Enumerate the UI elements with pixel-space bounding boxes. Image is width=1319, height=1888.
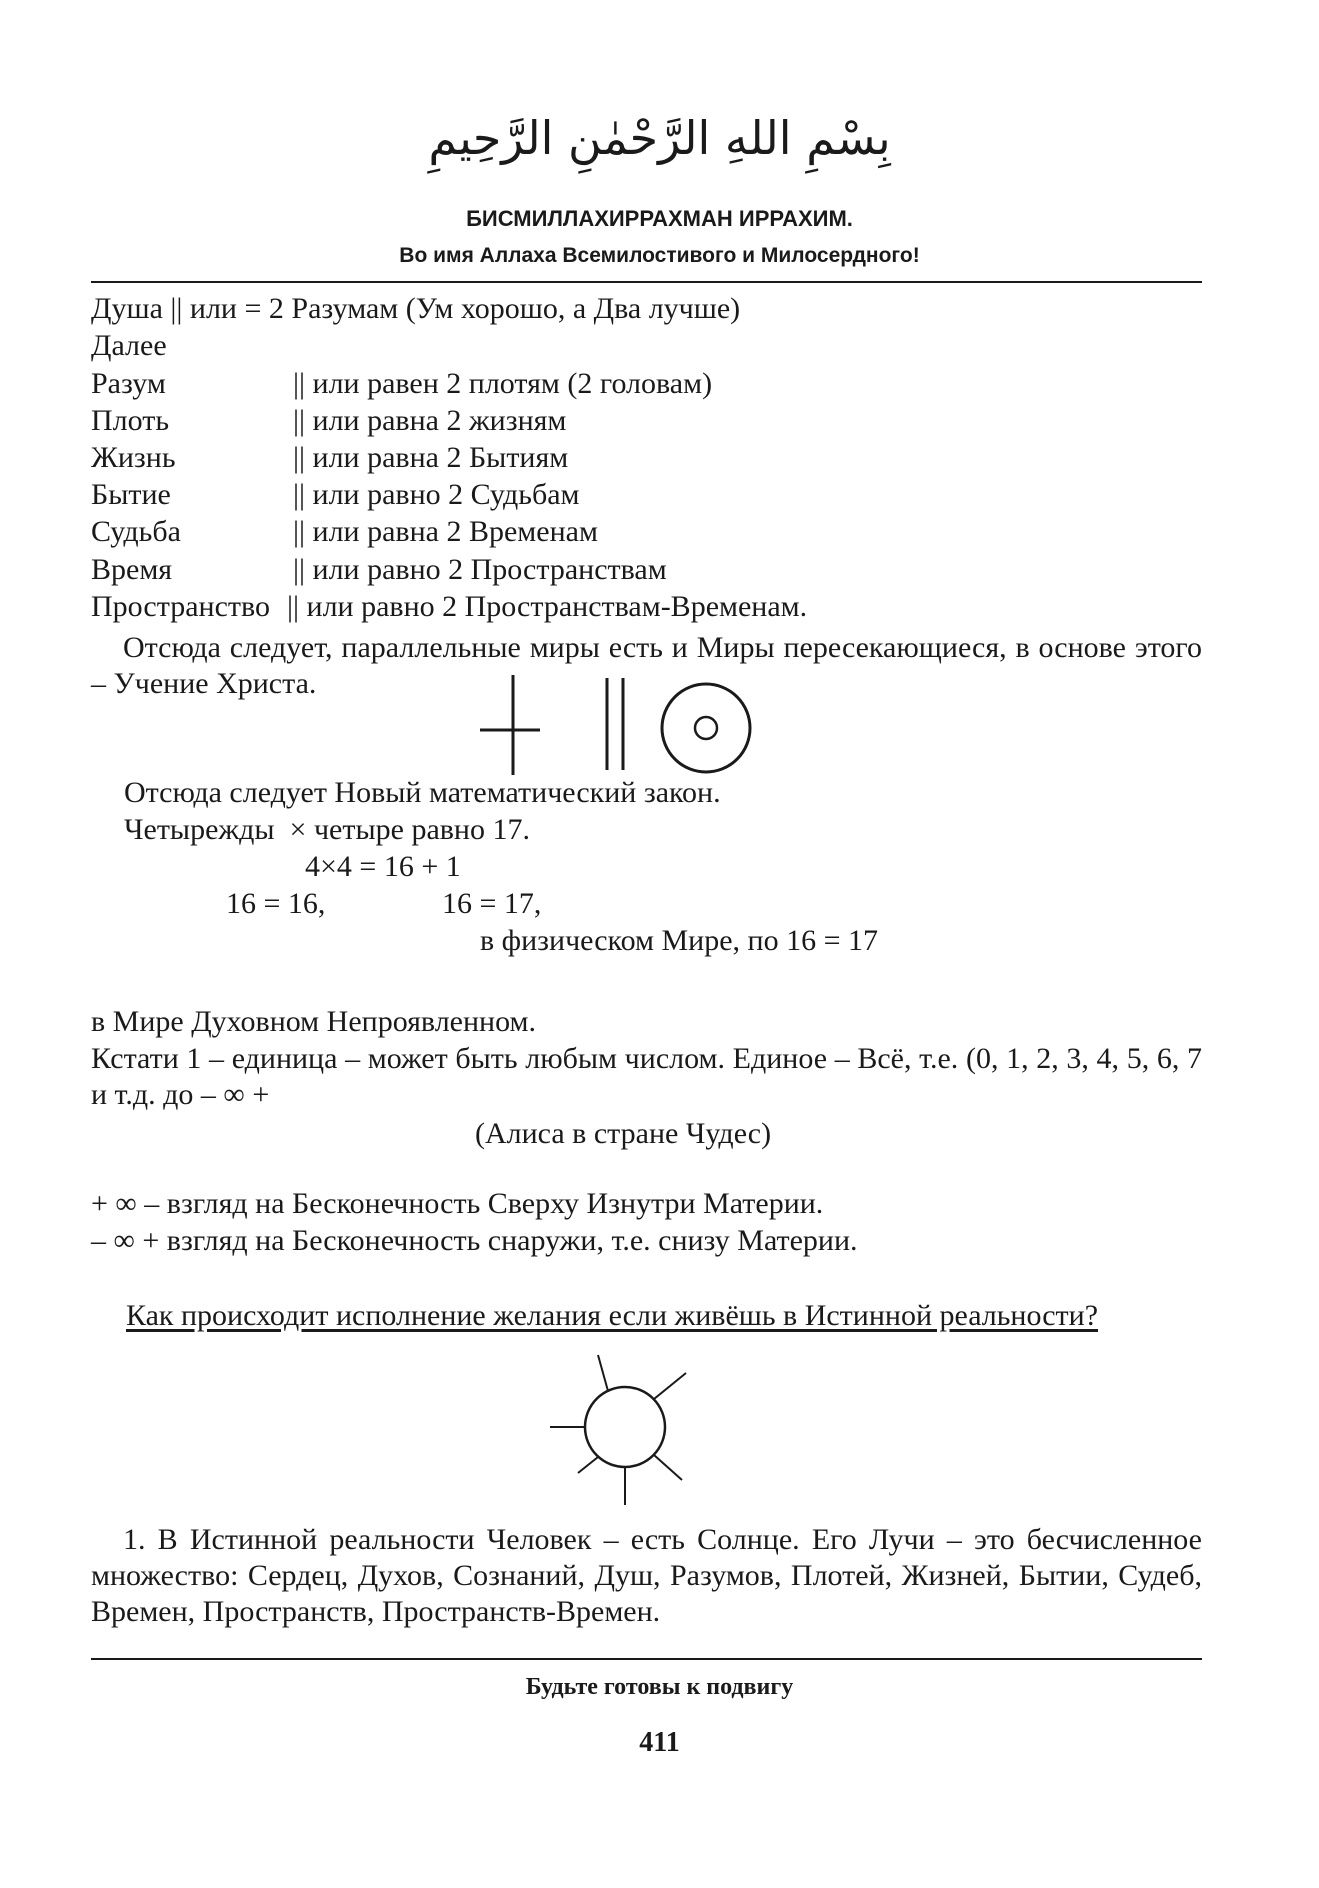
header-rule — [91, 281, 1202, 283]
equivalence-relation: || или равна 2 жизням — [293, 404, 567, 437]
formula-16-17: 16 = 17, — [442, 887, 542, 920]
equivalence-relation: || или равно 2 Пространствам — [293, 553, 667, 586]
equivalence-term: Плоть — [91, 404, 170, 437]
equivalence-relation: || или равен 2 плотям (2 головам) — [293, 367, 713, 400]
line-alice: (Алиса в стране Чудес) — [475, 1117, 772, 1150]
equivalence-term: Разум — [91, 367, 166, 400]
equivalence-relation: || или равно 2 Пространствам-Временам. — [287, 590, 808, 623]
line-soul: Душа || или = 2 Разумам (Ум хорошо, а Два лучше) — [91, 292, 741, 325]
paragraph-unity: Кстати 1 – единица – может быть любым числом. Единое – Всё, т.е. (0, 1, 2, 3, 4, 5, 6, 7 и т.д. до – ∞ + — [91, 1042, 1202, 1111]
formula-physical-world: в физическом Мире, по 16 = 17 — [480, 924, 879, 957]
question-heading: Как происходит исполнение желания если живёшь в Истинной реальности? — [126, 1299, 1099, 1332]
arabic-basmala: بِسْمِ اللهِ الرَّحْمٰنِ الرَّحِيمِ — [428, 111, 891, 165]
footer-slogan: Будьте готовы к подвигу — [525, 1674, 794, 1700]
header-subtitle: Во имя Аллаха Всемилостивого и Милосердного! — [399, 244, 920, 267]
line-infinity-outside: – ∞ + взгляд на Бесконечность снаружи, т.е. снизу Материи. — [91, 1224, 858, 1257]
paragraph-new-law: Отсюда следует Новый математический закон. — [124, 776, 721, 809]
sun-symbol — [540, 1345, 710, 1510]
equivalence-relation: || или равна 2 Временам — [293, 515, 598, 548]
footer-rule — [91, 1658, 1202, 1660]
paragraph-parallel-worlds: Отсюда следует, параллельные миры есть и Миры пересекающиеся, в основе этого – Учение Христа. — [91, 631, 1202, 700]
equivalence-term: Бытие — [91, 478, 171, 511]
equivalence-term: Пространство — [91, 590, 270, 623]
formula-4x4: 4×4 = 16 + 1 — [305, 850, 461, 883]
equivalence-term: Судьба — [91, 515, 181, 548]
line-further: Далее — [91, 329, 167, 362]
line-spiritual-world: в Мире Духовном Непроявленном. — [91, 1005, 537, 1038]
line-infinity-above: + ∞ – взгляд на Бесконечность Сверху Изнутри Материи. — [91, 1187, 824, 1220]
cross-parallel-circle-symbols — [480, 670, 780, 780]
equivalence-term: Время — [91, 553, 173, 586]
equivalence-term: Жизнь — [91, 441, 176, 474]
line-four-times-four: Четырежды × четыре равно 17. — [124, 813, 530, 846]
formula-16-16: 16 = 16, — [226, 887, 326, 920]
header-title: БИСМИЛЛАХИРРАХМАН ИРРАХИМ. — [466, 206, 853, 231]
page-number: 411 — [639, 1727, 680, 1758]
equivalence-relation: || или равно 2 Судьбам — [293, 478, 580, 511]
paragraph-true-reality: 1. В Истинной реальности Человек – есть Солнце. Его Лучи – это бесчисленное множество: Сердец, Духов, Сознаний, Душ, Разумов, Плотей, Жизней, Бытии, Судеб, Времен, Пространств, Пространств-Времен. — [91, 1523, 1202, 1628]
equivalence-relation: || или равна 2 Бытиям — [293, 441, 569, 474]
